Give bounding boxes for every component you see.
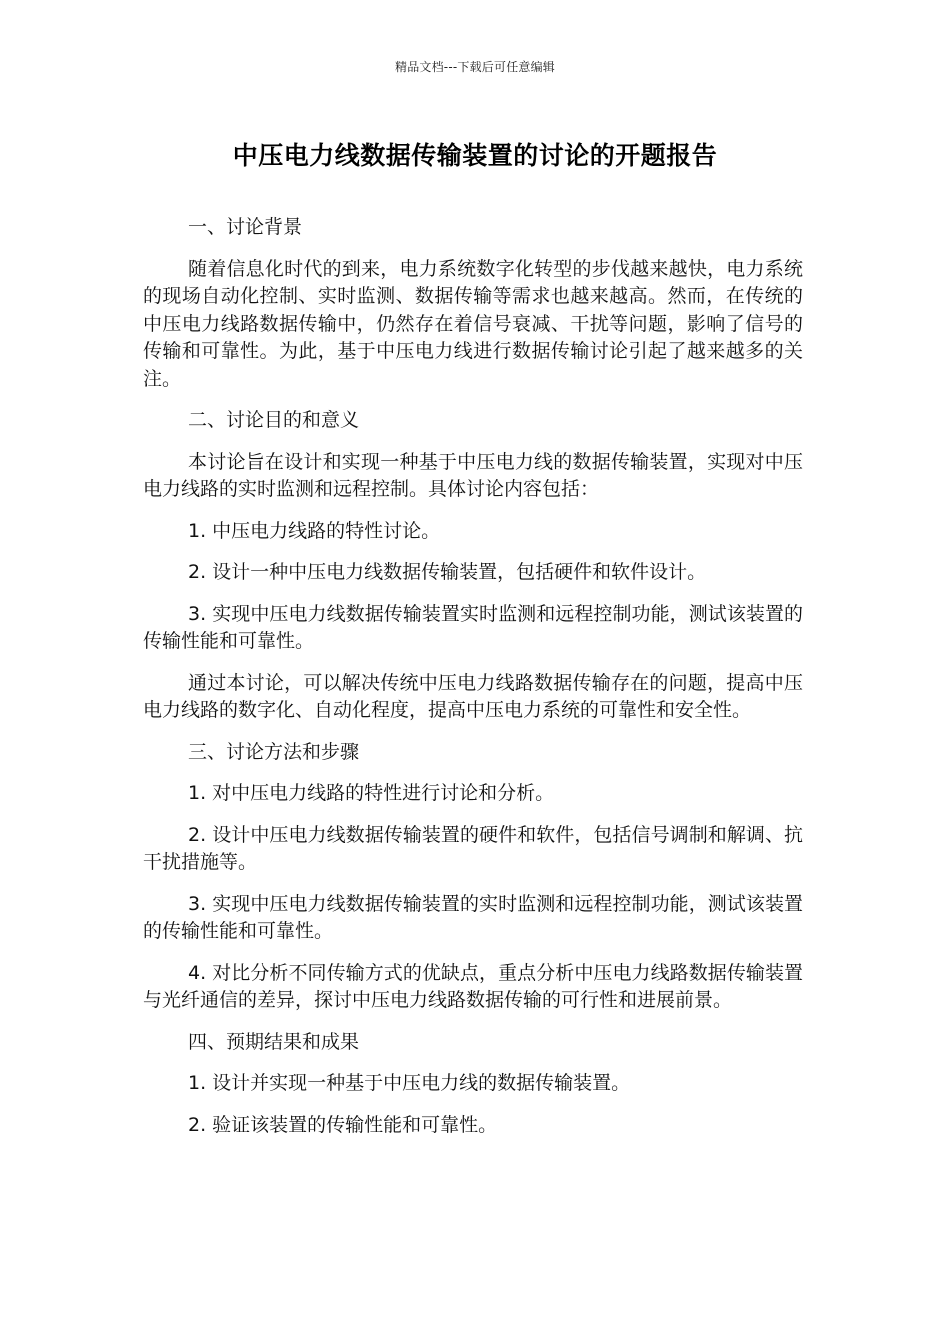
list-item-method-3: 3. 实现中压电力线数据传输装置的实时监测和远程控制功能，测试该装置的传输性能和可靠性。 [143, 892, 803, 942]
section-heading-purpose: 二、讨论目的和意义 [188, 409, 360, 431]
list-item-purpose-1: 1. 中压电力线路的特性讨论。 [188, 519, 441, 542]
section-heading-methods: 三、讨论方法和步骤 [188, 740, 360, 763]
paragraph-significance: 通过本讨论，可以解决传统中压电力线路数据传输存在的问题，提高中压电力线路的数字化、自动化程度，提高中压电力系统的可靠性和安全性。 [143, 671, 803, 721]
list-item-method-1: 1. 对中压电力线路的特性进行讨论和分析。 [188, 782, 555, 804]
list-item-method-2: 2. 设计中压电力线数据传输装置的硬件和软件，包括信号调制和解调、抗干扰措施等。 [143, 823, 803, 873]
paragraph-background: 随着信息化时代的到来，电力系统数字化转型的步伐越来越快，电力系统的现场自动化控制、实时监测、数据传输等需求也越来越高。然而，在传统的中压电力线路数据传输中，仍然存在着信号衰减、干扰等问题，影响了信号的传输和可靠性。为此，基于中压电力线进行数据传输讨论引起了越来越多的关注。 [143, 257, 803, 390]
list-item-purpose-2: 2. 设计一种中压电力线数据传输装置，包括硬件和软件设计。 [188, 561, 707, 583]
section-heading-background: 一、讨论背景 [188, 216, 303, 238]
document-body [143, 214, 803, 1153]
paragraph-purpose: 本讨论旨在设计和实现一种基于中压电力线的数据传输装置，实现对中压电力线路的实时监测和远程控制。具体讨论内容包括： [143, 450, 803, 500]
list-item-result-1: 1. 设计并实现一种基于中压电力线的数据传输装置。 [188, 1072, 631, 1094]
document-title: 中压电力线数据传输装置的讨论的开题报告 [232, 141, 718, 170]
section-heading-results: 四、预期结果和成果 [188, 1030, 360, 1053]
list-item-method-4: 4. 对比分析不同传输方式的优缺点，重点分析中压电力线路数据传输装置与光纤通信的差异，探讨中压电力线路数据传输的可行性和进展前景。 [143, 961, 803, 1011]
page-header: 精品文档---下载后可任意编辑 [395, 60, 555, 74]
list-item-result-2: 2. 验证该装置的传输性能和可靠性。 [188, 1113, 498, 1136]
list-item-purpose-3: 3. 实现中压电力线数据传输装置实时监测和远程控制功能，测试该装置的传输性能和可靠性。 [143, 602, 803, 652]
